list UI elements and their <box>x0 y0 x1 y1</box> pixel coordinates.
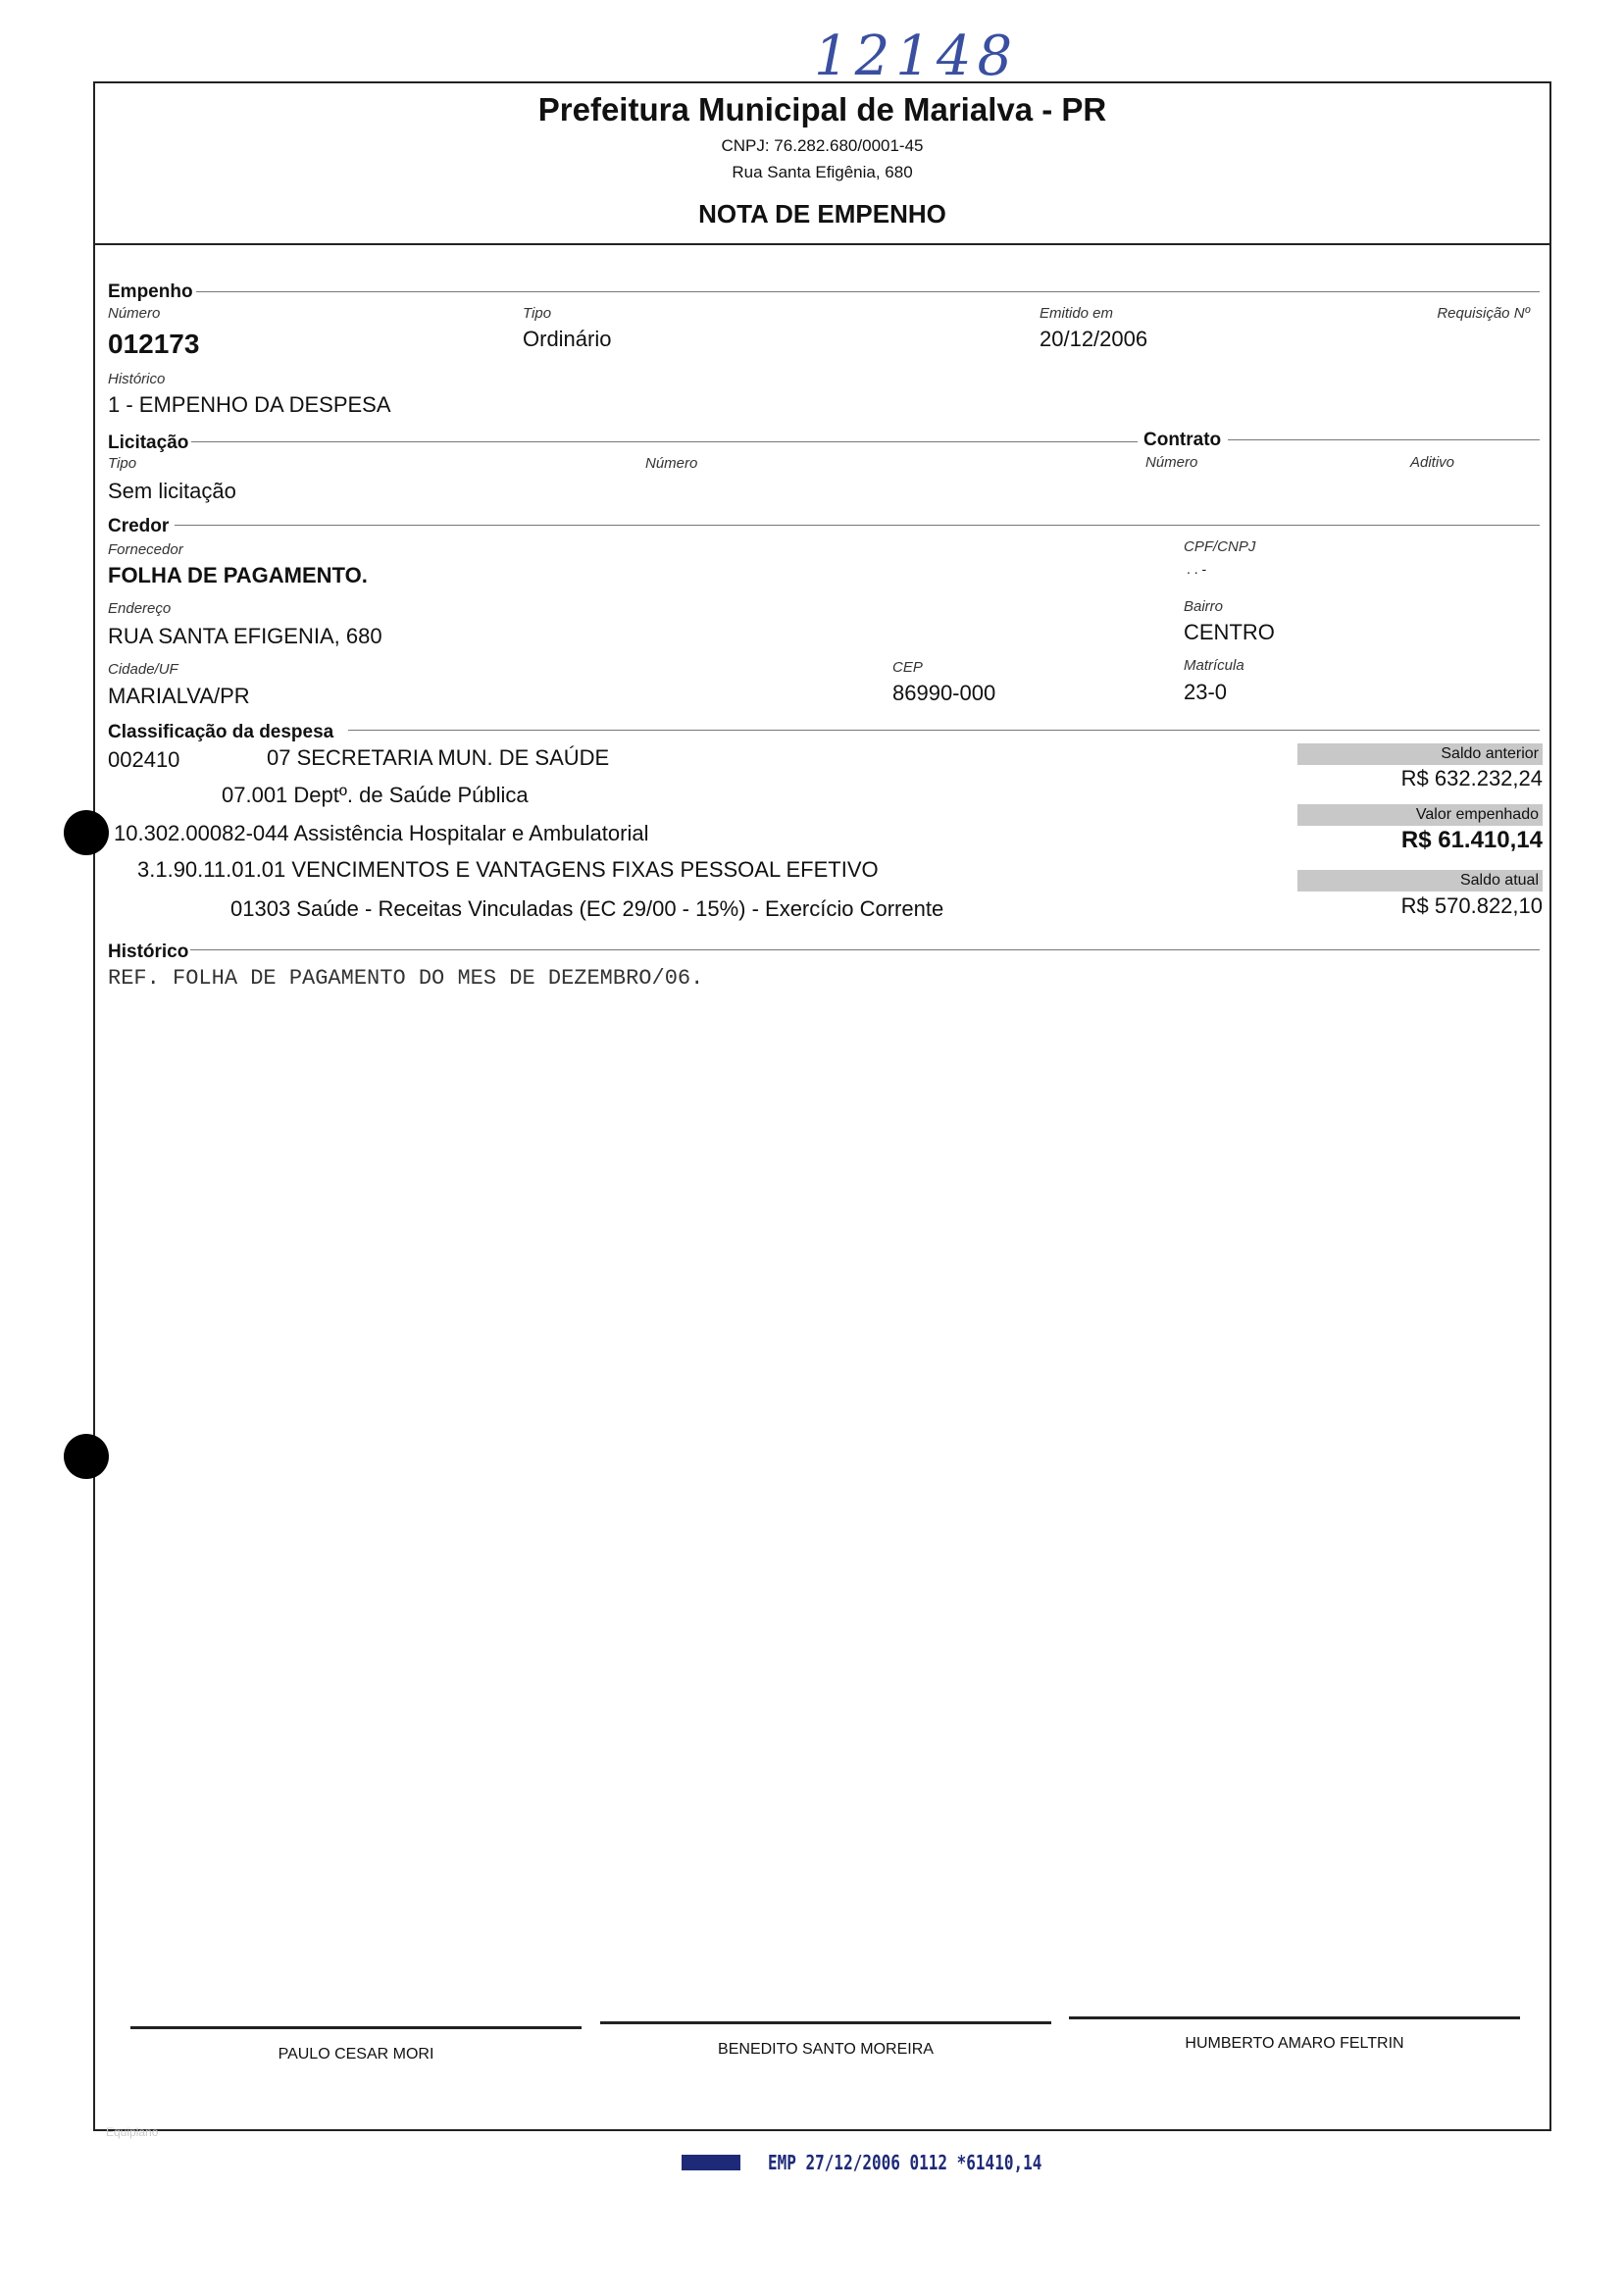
matricula-label: Matrícula <box>1184 657 1244 674</box>
licitacao-numero-label: Número <box>645 455 698 472</box>
aditivo-label: Aditivo <box>1410 454 1455 471</box>
address: Rua Santa Efigênia, 680 <box>732 163 913 181</box>
historico-value: 1 - EMPENHO DA DESPESA <box>108 392 391 417</box>
bairro-value: CENTRO <box>1184 620 1275 644</box>
section-classificacao: Classificação da despesa <box>108 722 334 742</box>
contrato-numero-label: Número <box>1145 454 1198 471</box>
section-contrato: Contrato <box>1143 430 1222 450</box>
section-licitacao: Licitação <box>108 433 189 453</box>
classificacao-line: 3.1.90.11.01.01 VENCIMENTOS E VANTAGENS FIXAS PESSOAL EFETIVO <box>137 857 879 882</box>
historico-label: Histórico <box>108 371 166 387</box>
endereco-label: Endereço <box>108 600 172 617</box>
section-empenho: Empenho <box>108 281 193 302</box>
requisicao-label: Requisição Nº <box>1437 305 1530 322</box>
signature-line <box>600 2021 1051 2024</box>
system-label: Equiplano <box>106 2125 159 2139</box>
signature-line <box>1069 2016 1520 2019</box>
saldo-atual-value: R$ 570.822,10 <box>1400 893 1543 918</box>
section-historico: Histórico <box>108 942 189 962</box>
cep-label: CEP <box>892 659 923 676</box>
endereco-value: RUA SANTA EFIGENIA, 680 <box>108 624 382 648</box>
cpf-value: . . - <box>1187 561 1207 577</box>
punch-hole <box>64 810 109 855</box>
matricula-value: 23-0 <box>1184 680 1228 704</box>
emitido-value: 20/12/2006 <box>1040 327 1148 351</box>
signature-line <box>130 2026 582 2029</box>
fornecedor-label: Fornecedor <box>108 541 183 558</box>
cidade-value: MARIALVA/PR <box>108 684 250 708</box>
document-frame <box>93 81 1551 2131</box>
bairro-label: Bairro <box>1184 598 1224 615</box>
protocol-stamp: EMP 27/12/2006 0112 *61410,14 <box>768 2151 1042 2174</box>
classificacao-code: 002410 <box>108 747 180 772</box>
divider <box>175 525 1540 526</box>
signature-name: BENEDITO SANTO MOREIRA <box>718 2041 934 2058</box>
classificacao-line: 07.001 Deptº. de Saúde Pública <box>222 783 529 807</box>
valor-empenhado-label: Valor empenhado <box>1297 804 1543 826</box>
saldo-anterior-label: Saldo anterior <box>1297 743 1543 765</box>
fornecedor-value: FOLHA DE PAGAMENTO. <box>108 563 368 587</box>
valor-empenhado-value: R$ 61.410,14 <box>1400 827 1543 853</box>
historico-text: REF. FOLHA DE PAGAMENTO DO MES DE DEZEMBRO/06. <box>108 966 704 991</box>
cpf-label: CPF/CNPJ <box>1184 538 1256 555</box>
divider <box>190 949 1540 950</box>
tipo-label: Tipo <box>523 305 552 322</box>
tipo-value: Ordinário <box>523 327 612 351</box>
licitacao-tipo-label: Tipo <box>108 455 137 472</box>
classificacao-line: 01303 Saúde - Receitas Vinculadas (EC 29/00 - 15%) - Exercício Corrente <box>230 896 944 921</box>
cep-value: 86990-000 <box>892 681 996 705</box>
stamp-logo <box>682 2151 742 2174</box>
divider <box>348 730 1540 731</box>
divider <box>191 441 1138 442</box>
classificacao-line: 07 SECRETARIA MUN. DE SAÚDE <box>267 745 610 770</box>
emitido-label: Emitido em <box>1040 305 1114 322</box>
licitacao-tipo-value: Sem licitação <box>108 479 236 503</box>
divider <box>196 291 1540 292</box>
document-title: NOTA DE EMPENHO <box>698 199 946 229</box>
punch-hole <box>64 1434 109 1479</box>
divider <box>1228 439 1540 440</box>
cnpj: CNPJ: 76.282.680/0001-45 <box>721 136 924 155</box>
signature-name: HUMBERTO AMARO FELTRIN <box>1185 2035 1404 2052</box>
signature-name: PAULO CESAR MORI <box>278 2046 434 2063</box>
empenho-number: 012173 <box>108 329 200 359</box>
section-credor: Credor <box>108 516 170 536</box>
saldo-atual-label: Saldo atual <box>1297 870 1543 892</box>
saldo-anterior-value: R$ 632.232,24 <box>1400 766 1543 790</box>
handwritten-page-number: 12148 <box>814 25 1019 88</box>
cidade-label: Cidade/UF <box>108 661 178 678</box>
header-divider <box>93 243 1551 245</box>
page-title: Prefeitura Municipal de Marialva - PR <box>537 91 1107 127</box>
numero-label: Número <box>108 305 161 322</box>
classificacao-line: 10.302.00082-044 Assistência Hospitalar e Ambulatorial <box>114 821 649 845</box>
